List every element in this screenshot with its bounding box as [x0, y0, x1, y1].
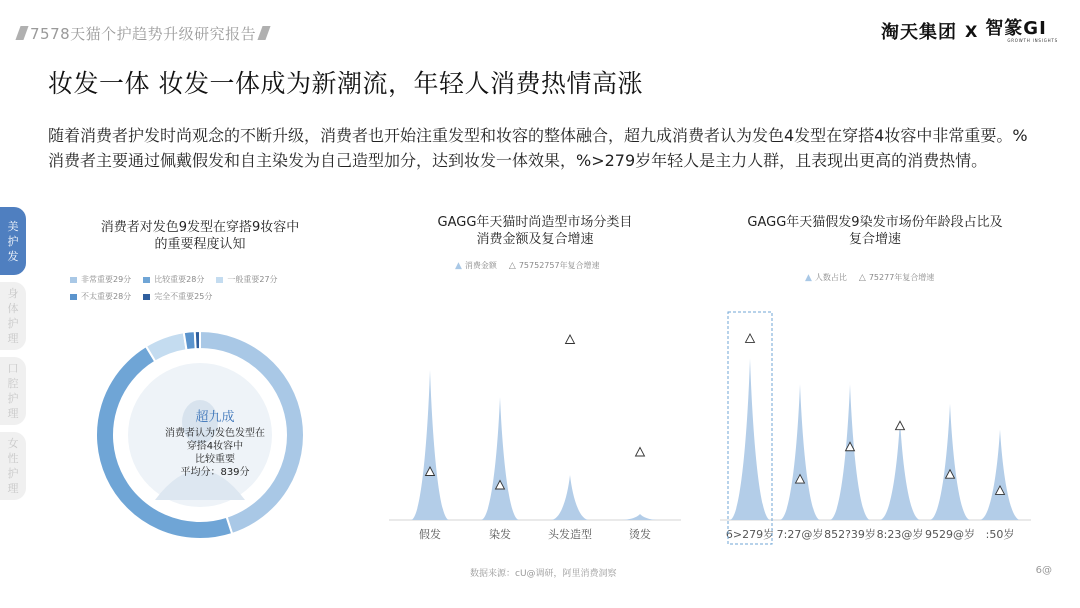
brand-right: [985, 17, 1058, 43]
x-tick-label: 852?39岁: [824, 528, 876, 541]
spike-mark: [481, 397, 520, 520]
chart1-title: 消费者对发色9发型在穿搭9妆容中 的重要程度认知: [100, 220, 300, 252]
legend-item: [509, 260, 600, 271]
report-tag: [14, 20, 272, 46]
brand-left: 淘天集团: [880, 22, 957, 43]
x-tick-label: 6>279岁: [725, 528, 775, 541]
legend-item: [70, 291, 131, 302]
data-source: 数据来源：cU@调研，阿里消费洞察: [470, 569, 617, 579]
spike-mark: [830, 384, 871, 520]
spike-mark: [980, 429, 1021, 520]
growth-marker: [746, 334, 755, 343]
spike-legend-icon: ▲: [455, 260, 462, 271]
x-tick-label: 7:27@岁: [776, 528, 824, 541]
legend-item: [859, 272, 934, 283]
brand-right-sub: GROWTH INSIGHTS: [1007, 37, 1058, 43]
x-tick-label: 头发造型: [548, 528, 592, 541]
spike-mark: [730, 358, 771, 520]
x-tick-label: 8:23@岁: [876, 528, 924, 541]
legend-item: [216, 274, 277, 285]
intro-paragraph: 随着消费者护发时尚观念的不断升级，消费者也开始注重发型和妆容的整体融合，超九成消费者认为发色4发型在穿搭4妆容中非常重要。%消费者主要通过佩戴假发和自主染发为自己造型加分，达到妆发一体效果，%>279岁年轻人是主力人群，且表现出更高的消费热情。: [48, 126, 1028, 170]
x-tick-label: 染发: [489, 528, 511, 541]
slash-left-icon: [15, 26, 28, 40]
chart1-legend: [70, 274, 330, 308]
legend-label: 75752757年复合增速: [518, 261, 600, 270]
donut-slice: [195, 331, 200, 349]
donut-center-text: [140, 406, 290, 479]
legend-swatch: [216, 277, 223, 283]
side-nav-item-body[interactable]: [0, 282, 26, 350]
page-title: 妆发一体 妆发一体成为新潮流，年轻人消费热情高涨: [48, 69, 643, 98]
spike-legend-icon: ▲: [805, 272, 812, 283]
triangle-outline-icon: △: [858, 272, 866, 283]
chart2-title: GAGG年天猫时尚造型市场分类目 消费金额及复合增速: [437, 215, 633, 247]
donut-slice: [146, 332, 187, 361]
legend-swatch: [70, 294, 77, 300]
legend-swatch: [70, 277, 77, 283]
legend-item: [143, 291, 212, 302]
spike-mark: [780, 384, 821, 520]
side-nav-item-female[interactable]: [0, 432, 26, 500]
page-number: 6@: [1035, 565, 1052, 576]
chart2-legend: [455, 260, 612, 277]
legend-label: 比较重要28分: [154, 275, 205, 284]
spike-mark: [930, 404, 971, 520]
growth-marker: [566, 335, 575, 344]
side-nav-item-hair[interactable]: [0, 207, 26, 275]
donut-center-line: 穿搭4妆容中: [186, 441, 244, 452]
legend-swatch: [143, 277, 150, 283]
side-nav-item-oral[interactable]: [0, 357, 26, 425]
legend-label: 不太重要28分: [81, 292, 132, 301]
side-nav-label: 身体护理: [7, 287, 19, 345]
legend-label: 消费金额: [464, 261, 497, 270]
side-nav-label: 美护发: [7, 219, 19, 263]
triangle-outline-icon: △: [508, 260, 516, 271]
donut-center-line: 平均分：839分: [180, 467, 250, 478]
side-nav-label: 口腔护理: [7, 362, 19, 420]
x-tick-label: 9529@岁: [925, 528, 975, 541]
spike-mark: [411, 370, 450, 520]
x-tick-label: 假发: [419, 528, 441, 541]
chart3-plot: [720, 296, 1040, 546]
legend-item: [70, 274, 131, 285]
x-tick-label: 烫发: [629, 528, 651, 541]
report-tag-text: 7578天猫个护趋势升级研究报告: [30, 24, 257, 43]
growth-marker: [636, 448, 645, 457]
growth-marker: [896, 421, 905, 430]
legend-item: [805, 272, 847, 283]
legend-label: 完全不重要25分: [154, 292, 213, 301]
legend-item: [143, 274, 204, 285]
chart3-legend: [805, 272, 946, 289]
brand-logo: [881, 18, 1058, 44]
side-nav-label: 女性护理: [7, 437, 19, 495]
x-tick-label: :50岁: [985, 528, 1015, 541]
legend-label: 人数占比: [814, 273, 847, 282]
side-nav: [0, 207, 26, 507]
donut-center-line: 消费者认为发色发型在: [165, 428, 265, 439]
donut-center-line: 比较重要: [195, 454, 235, 465]
donut-center-title: 超九成: [195, 410, 235, 425]
legend-label: 75277年复合增速: [868, 273, 935, 282]
brand-right-main: 智篆GI: [985, 17, 1047, 39]
donut-slice: [184, 331, 196, 350]
spike-mark: [621, 514, 660, 520]
legend-label: 非常重要29分: [81, 275, 132, 284]
legend-swatch: [143, 294, 150, 300]
legend-label: 一般重要27分: [227, 275, 278, 284]
slash-right-icon: [258, 26, 271, 40]
chart3-title: GAGG年天猫假发9染发市场份年龄段占比及 复合增速: [747, 215, 1003, 247]
spike-mark: [551, 475, 590, 520]
legend-item: [455, 260, 497, 271]
spike-mark: [880, 420, 921, 520]
brand-x: X: [964, 21, 978, 41]
chart2-plot: [385, 290, 685, 550]
